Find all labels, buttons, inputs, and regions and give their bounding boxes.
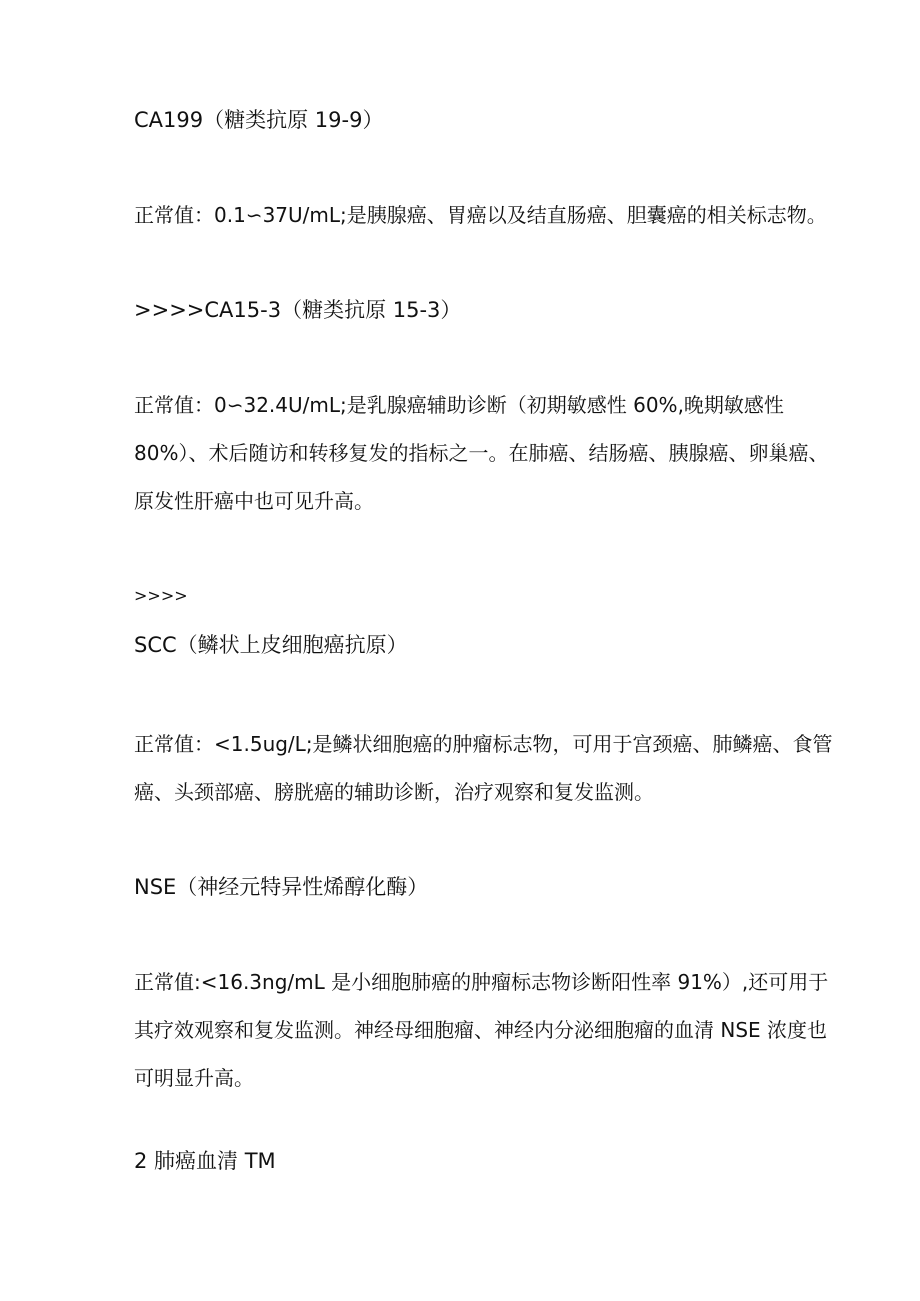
section-heading-ca199: CA199（糖类抗原 19-9） [134, 108, 384, 132]
section-heading-scc: SCC（鳞状上皮细胞癌抗原） [134, 633, 408, 657]
section-heading-nse: NSE（神经元特异性烯醇化酶） [134, 875, 429, 899]
nse-text-line-2: 其疗效观察和复发监测。神经母细胞瘤、神经内分泌细胞瘤的血清 NSE 浓度也 [134, 1018, 828, 1042]
nse-text-line-3: 可明显升高。 [134, 1066, 254, 1090]
ca153-text-line-2: 80%）、术后随访和转移复发的指标之一。在肺癌、结肠癌、胰腺癌、卵巢癌、 [134, 441, 829, 465]
section-heading-ca153: >>>>CA15-3（糖类抗原 15-3） [134, 298, 462, 322]
ca153-text-line-1: 正常值：0∽32.4U/mL;是乳腺癌辅助诊断（初期敏感性 60%,晚期敏感性 [134, 393, 784, 417]
ca199-normal-value-text: 正常值：0.1∽37U/mL;是胰腺癌、胃癌以及结直肠癌、胆囊癌的相关标志物。 [134, 203, 827, 227]
scc-text-line-2: 癌、头颈部癌、膀胱癌的辅助诊断，治疗观察和复发监测。 [134, 780, 654, 804]
nse-text-line-1: 正常值:<16.3ng/mL 是小细胞肺癌的肿瘤标志物诊断阳性率 91%）,还可用于 [134, 970, 829, 994]
section-prefix-arrows: >>>> [134, 586, 188, 605]
scc-text-line-1: 正常值：<1.5ug/L;是鳞状细胞癌的肿瘤标志物，可用于宫颈癌、肺鳞癌、食管 [134, 732, 833, 756]
ca153-text-line-3: 原发性肝癌中也可见升高。 [134, 489, 374, 513]
section-heading-lung-cancer-tm: 2 肺癌血清 TM [134, 1149, 276, 1173]
